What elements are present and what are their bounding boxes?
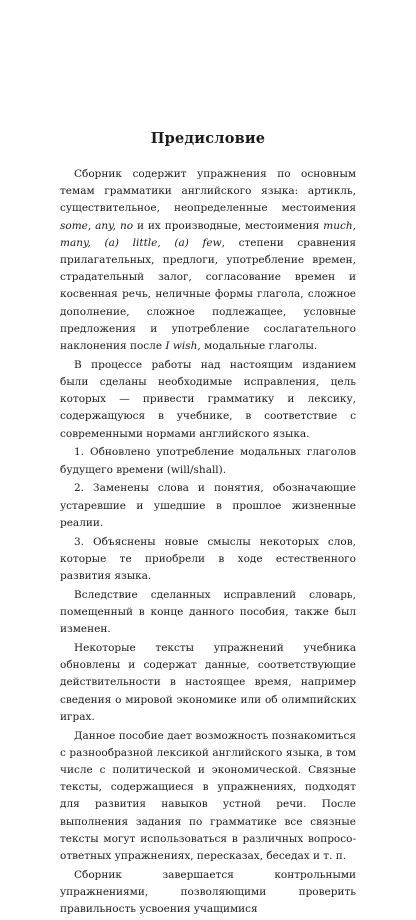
preface-body [60,166,356,920]
paragraph-text: 3. Объяснены новые смыслы некоторых слов, которые те приобрели в ходе естественного развития языка. [60,535,356,583]
paragraph-text: Сборник содержит упражнения по основным темам грамматики английского языка: артикль, существительное, неопределенные местоимения [60,168,356,215]
paragraph [60,444,356,478]
italic-term: much, many, (a) little, (a) few [60,219,356,249]
paragraph-text: Некоторые тексты упражнений учебника обновлены и содержат данные, соответствующие действительности в настоящее время, например сведения о мировой экономике или об олимпийских играх. [60,642,356,723]
paragraph-text: В процессе работы над настоящим изданием были сделаны необходимые исправления, цель которых — привести грамматику и лексику, содержащуюся в учебнике, в соответствие с современными нормами английского языка. [60,358,356,440]
paragraph-text: и их производные, местоимения [133,219,324,232]
paragraph-text: Вследствие сделанных исправлений словарь, помещенный в конце данного пособия, также был изменен. [60,588,356,636]
paragraph [60,480,356,532]
paragraph-text: Сборник завершается контрольными упражнениями, позволяющими проверить правильность усвоения учащимися [60,868,356,916]
paragraph [60,166,356,355]
italic-term: I wish [165,340,198,353]
paragraph [60,534,356,586]
paragraph [60,728,356,866]
paragraph-text: Данное пособие дает возможность познакомиться с разнообразной лексикой английского языка, в том числе с политической и экономической. Связные тексты, содержащиеся в упражнениях, подходят для развития навыков устной речи. После выполнения задания по грамматике все связные тексты могут использоваться в различных вопросо-ответных упражнениях, пересказах, беседах и т. п. [60,729,356,863]
paragraph [60,587,356,639]
paragraph-text: 2. Заменены слова и понятия, обозначающие устаревшие и ушедшие в прошлое жизненные реалии. [60,482,356,529]
paragraph [60,640,356,726]
paragraph-text: , степени сравнения прилагательных, предлоги, употребление времен, страдательный залог, согласование времен и косвенная речь, неличные формы глагола, сложное дополнение, сложное подлежащее, условные предложения и употребление сослагательного наклонения после [60,236,357,353]
page-title: Предисловие [150,130,266,147]
paragraph [60,867,356,919]
paragraph [60,357,356,443]
paragraph-text: 1. Обновлено употребление модальных глаголов будущего времени (will/shall). [60,446,356,476]
italic-term: some, any, no [60,219,134,232]
paragraph-text: , модальные глаголы. [197,340,318,353]
